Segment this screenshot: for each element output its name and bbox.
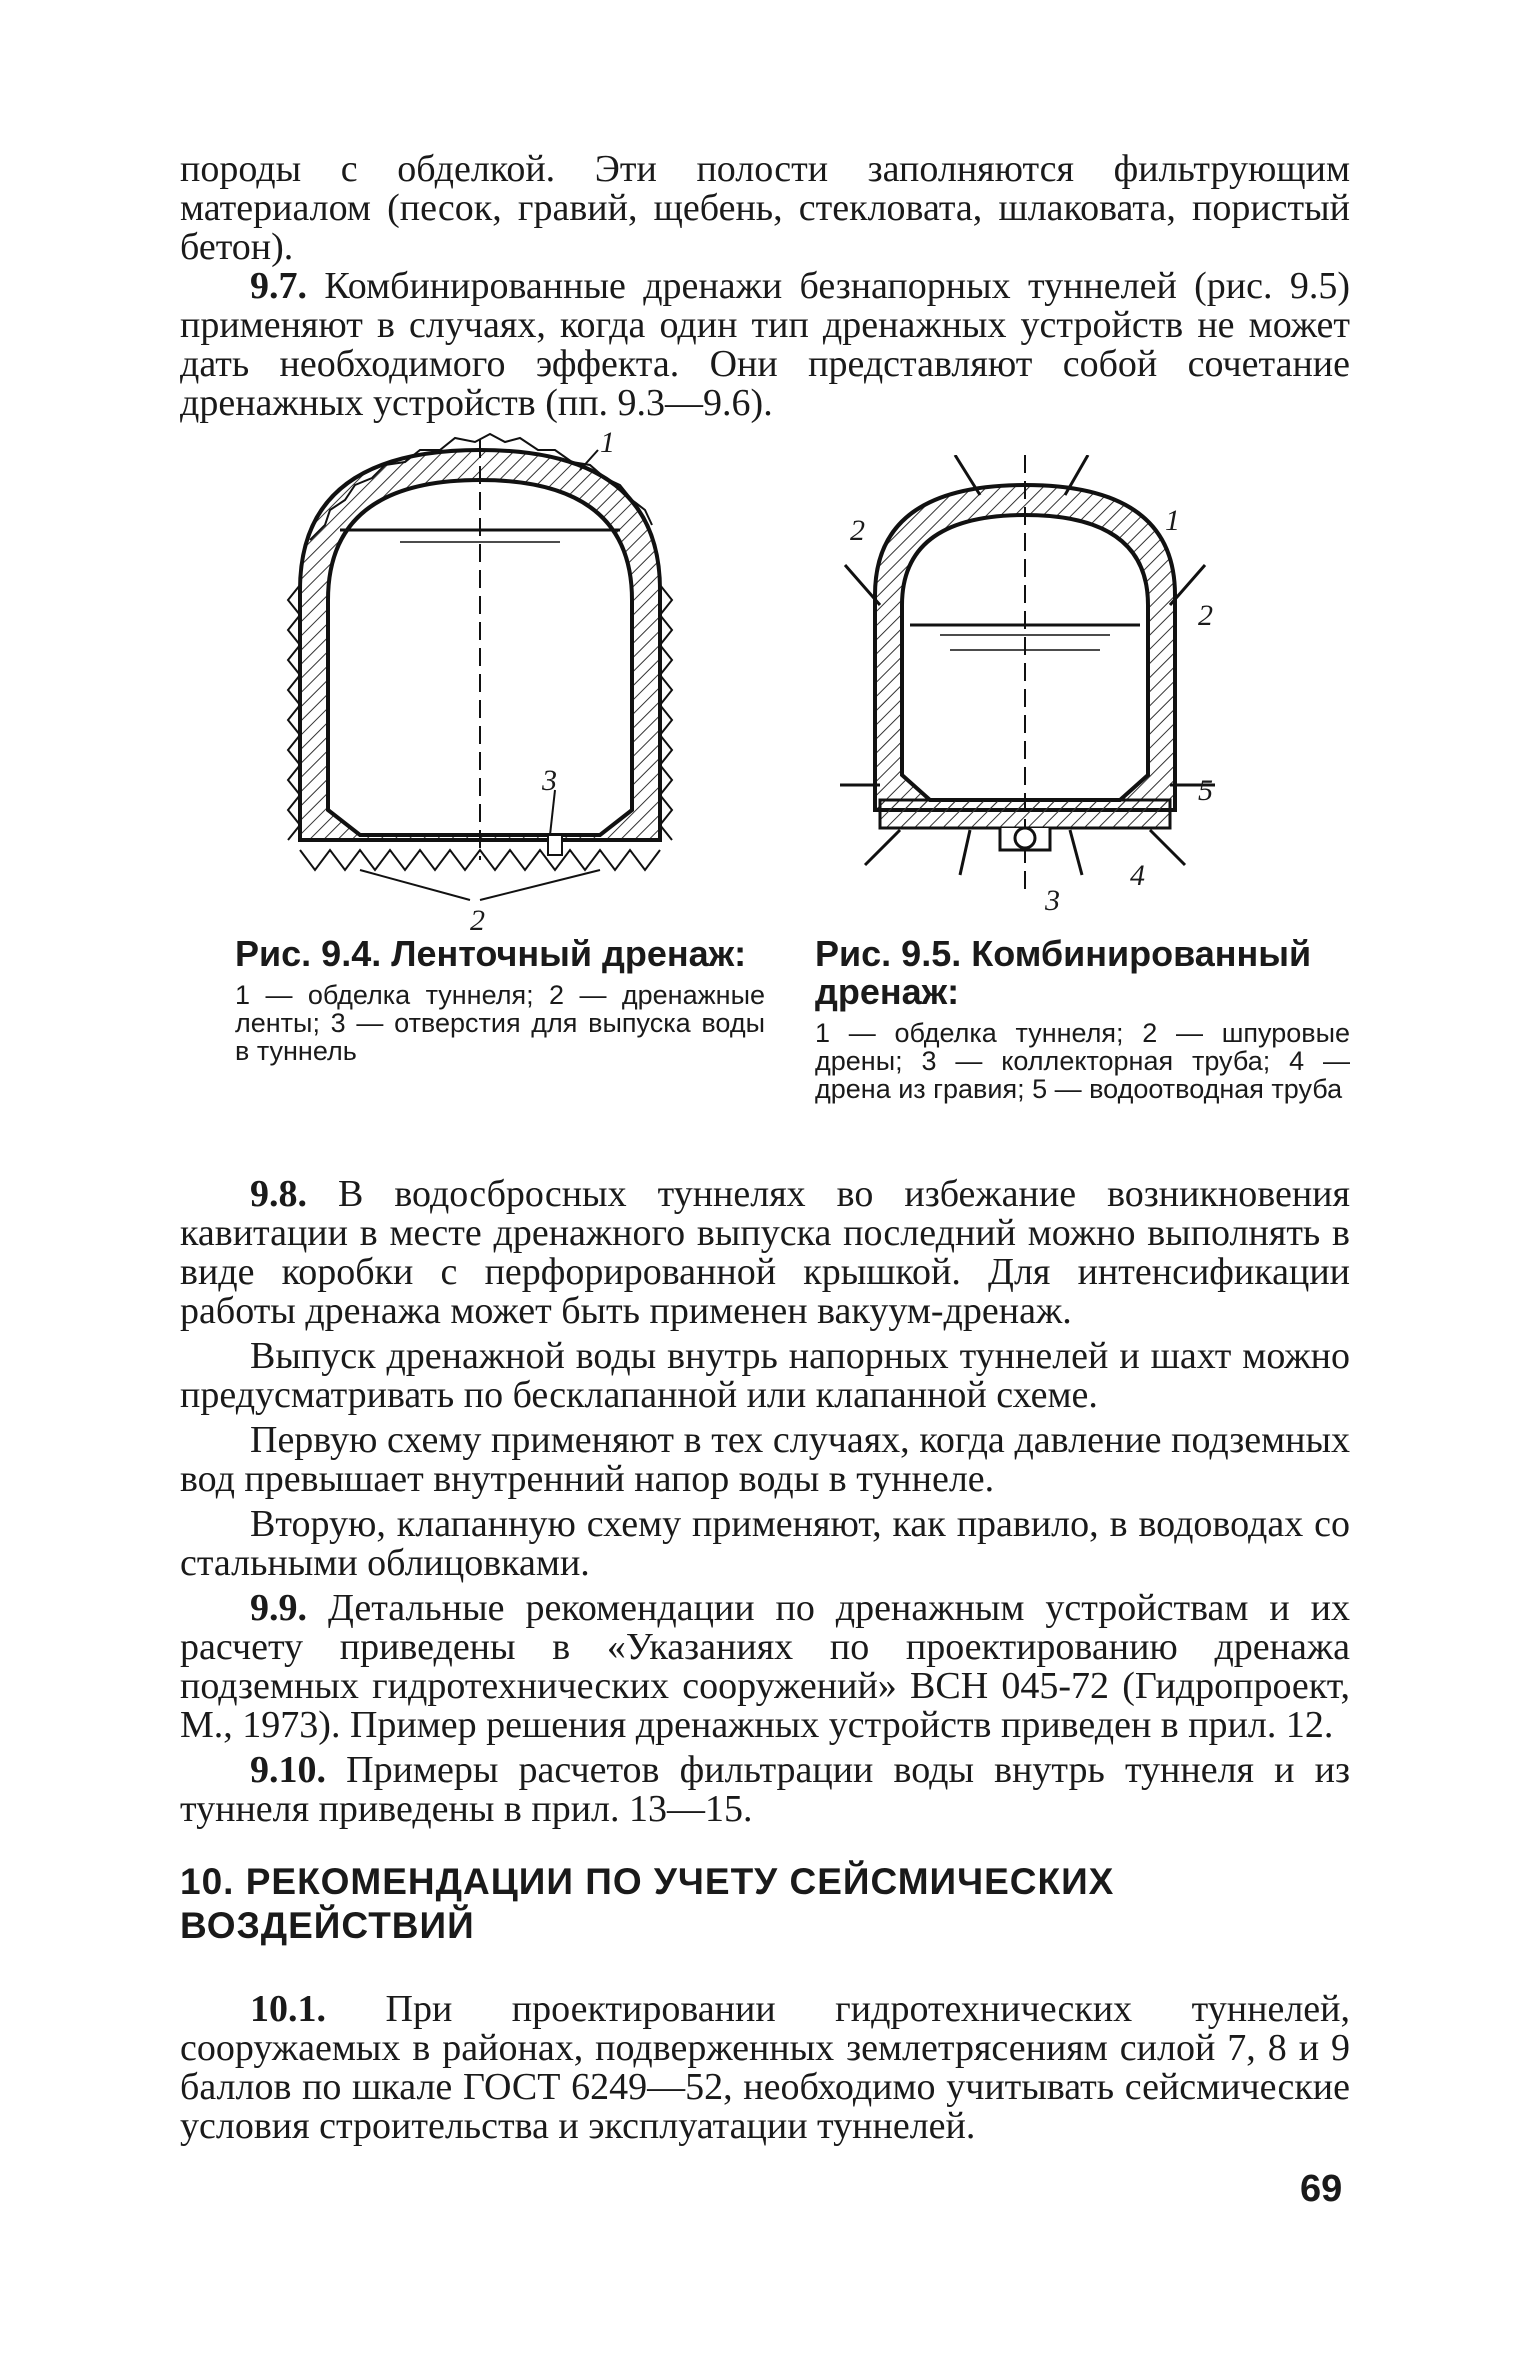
paragraph-9-8: [180, 1175, 1350, 1331]
paragraph-text: При проектировании гидротехнических туннелей, сооружаемых в районах, подверженных землетрясениям силой 7, 8 и 9 баллов по шкале ГОСТ 6249—52, необходимо учитывать сейсмические условия строительства и эксплуатации туннелей.: [180, 1988, 1350, 2147]
paragraph-outlet: Выпуск дренажной воды внутрь напорных туннелей и шахт можно предусматривать по бесклапанной или клапанной схеме.: [180, 1335, 1350, 1416]
paragraph-9-9: [180, 1589, 1350, 1745]
label-4: 4: [1130, 859, 1145, 892]
caption-title: Рис. 9.5. Комбинированный дренаж:: [815, 933, 1312, 1012]
label-5: 5: [1198, 774, 1213, 807]
paragraph-9-7: [180, 267, 1350, 423]
caption-legend: 1 — обделка туннеля; 2 — дренажные ленты; 3 — отверстия для выпуска воды в туннель: [235, 980, 765, 1066]
section-number: 9.8.: [250, 1173, 307, 1215]
section-number: 9.7.: [250, 265, 307, 307]
label-3: 3: [542, 764, 557, 797]
section-number: 9.10.: [250, 1749, 326, 1791]
figure-9-4-ribbon-drain: [280, 430, 700, 930]
paragraph-text: Детальные рекомендации по дренажным устройствам и их расчету приведены в «Указаниях по проектированию дренажа подземных гидротехнических сооружений» ВСН 045-72 (Гидропроект, М., 1973). Пример решения дренажных устройств приведен в прил. 12.: [180, 1587, 1350, 1746]
page-number: 69: [1300, 2168, 1343, 2210]
label-1: 1: [1165, 504, 1180, 537]
paragraph-second-scheme: Вторую, клапанную схему применяют, как правило, в водоводах со стальными облицовками.: [180, 1503, 1350, 1584]
caption-figure-9-4: [235, 935, 765, 1065]
text-block-bottom: [180, 1990, 1350, 2146]
paragraph-text: Примеры расчетов фильтрации воды внутрь туннеля и из туннеля приведены в прил. 13—15.: [180, 1749, 1350, 1830]
label-2: 2: [470, 904, 485, 930]
paragraph-text: В водосбросных туннелях во избежание возникновения кавитации в месте дренажного выпуска последний можно выполнять в виде коробки с перфорированной крышкой. Для интенсификации работы дренажа может быть применен вакуум-дренаж.: [180, 1173, 1350, 1332]
caption-legend: 1 — обделка туннеля; 2 — шпуровые дрены; 3 — коллекторная труба; 4 — дрена из гравия; 5 — водоотводная труба: [815, 1018, 1350, 1104]
paragraph-9-10: [180, 1751, 1350, 1829]
caption-title: Рис. 9.4. Ленточный дренаж:: [235, 933, 747, 974]
caption-figure-9-5: [815, 935, 1350, 1103]
paragraph-first-scheme: Первую схему применяют в тех случаях, когда давление подземных вод превышает внутренний напор воды в туннеле.: [180, 1419, 1350, 1500]
text-block-top: [180, 150, 1350, 423]
paragraph-10-1: [180, 1990, 1350, 2146]
label-3: 3: [1045, 884, 1060, 915]
label-1: 1: [600, 430, 615, 459]
section-number: 9.9.: [250, 1587, 307, 1629]
figure-9-5-combined-drain: [820, 455, 1240, 915]
section-heading: 10. РЕКОМЕНДАЦИИ ПО УЧЕТУ СЕЙСМИЧЕСКИХ ВОЗДЕЙСТВИЙ: [180, 1861, 1115, 1946]
text-block-middle: [180, 1175, 1350, 1829]
paragraph-continuation: породы с обделкой. Эти полости заполняются фильтрующим материалом (песок, гравий, щебень, стекловата, шлаковата, пористый бетон).: [180, 148, 1350, 268]
section-number: 10.1.: [250, 1988, 326, 2030]
label-2b: 2: [1198, 599, 1213, 632]
label-2a: 2: [850, 514, 865, 547]
paragraph-text: Комбинированные дренажи безнапорных туннелей (рис. 9.5) применяют в случаях, когда один тип дренажных устройств не может дать необходимого эффекта. Они представляют собой сочетание дренажных устройств (пп. 9.3—9.6).: [180, 265, 1350, 424]
